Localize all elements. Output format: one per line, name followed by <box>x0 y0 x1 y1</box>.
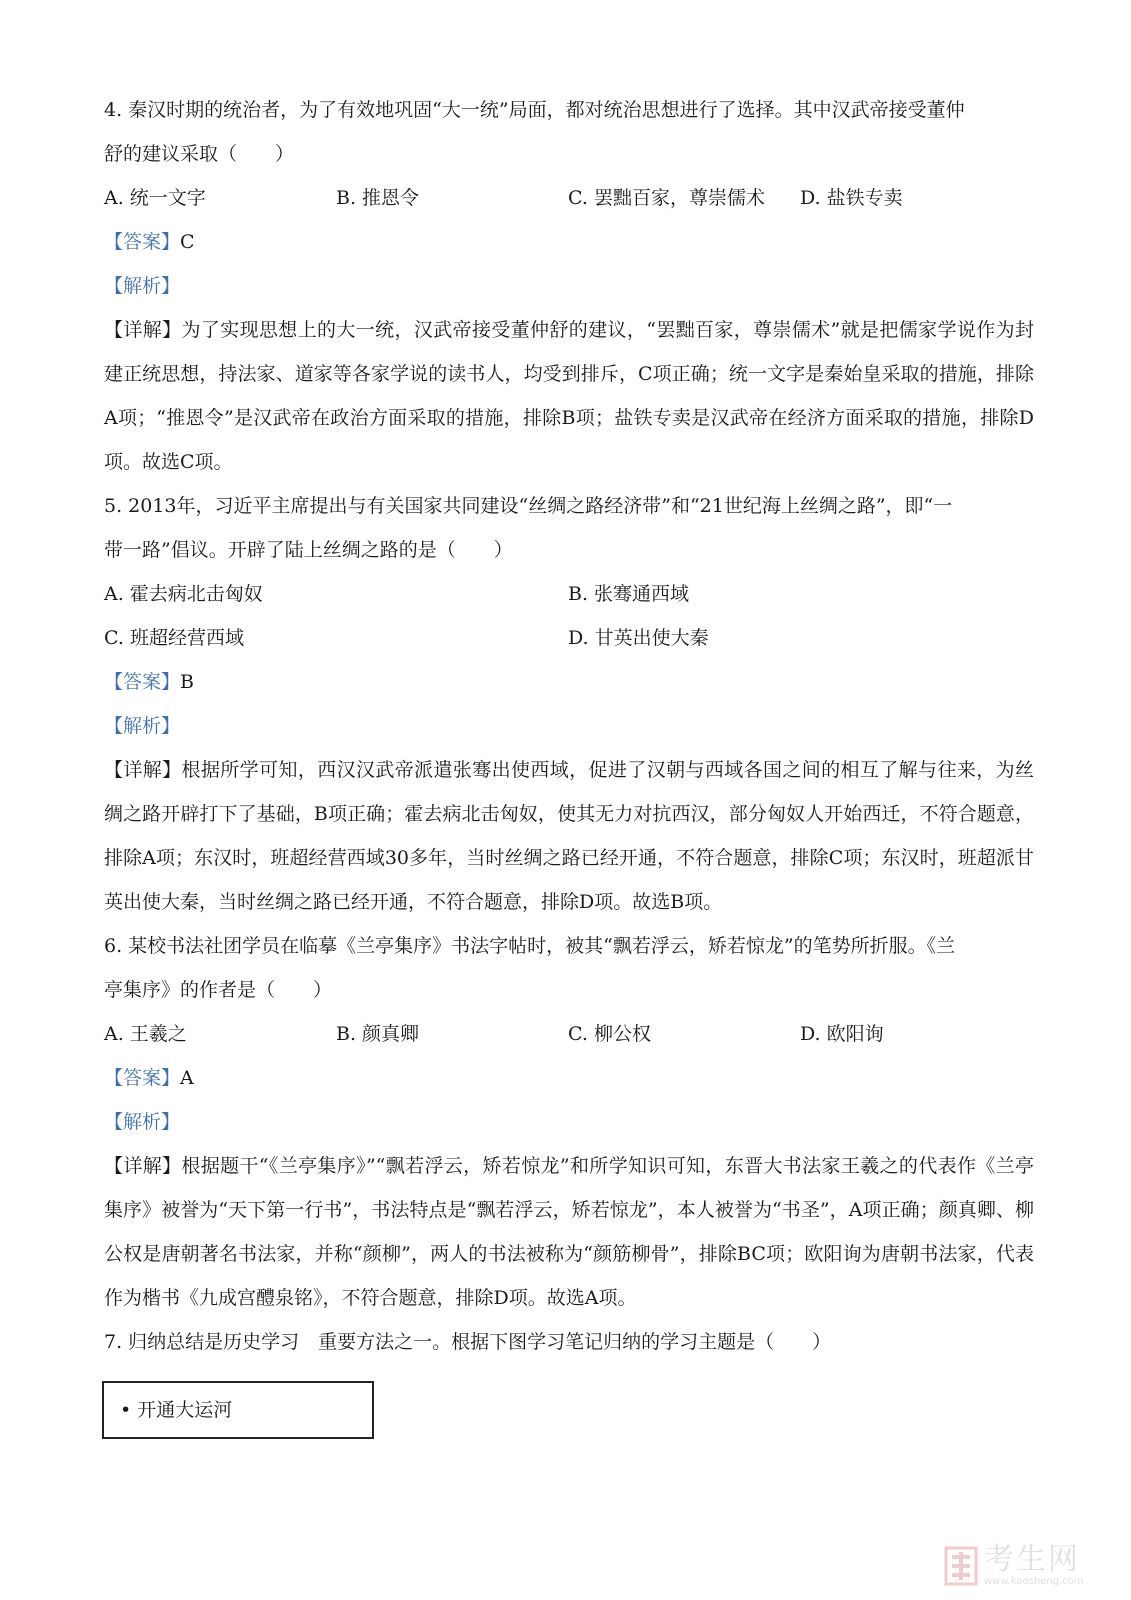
q5-option-a: A. 霍去病北击匈奴 <box>104 583 263 605</box>
watermark <box>944 1540 1122 1592</box>
q5-stem-line1: 5. 2013年，习近平主席提出与有关国家共同建设“丝绸之路经济带”和“21世纪海上丝绸之路”，即“一 <box>104 495 953 517</box>
q5-option-b: B. 张骞通西域 <box>568 583 690 605</box>
q4-option-a: A. 统一文字 <box>104 187 206 209</box>
q4-option-c: C. 罢黜百家，尊崇儒术 <box>568 187 765 209</box>
q6-stem-line1: 6. 某校书法社团学员在临摹《兰亭集序》书法字帖时，被其“飘若浮云，矫若惊龙”的笔势所折服。《兰 <box>104 935 956 957</box>
detail-tag: 【详解】 <box>104 759 182 781</box>
q4-options <box>104 176 1034 220</box>
q4-option-b: B. 推恩令 <box>336 187 420 209</box>
q4-detail-text: 为了实现思想上的大一统，汉武帝接受董仲舒的建议，“罢黜百家，尊崇儒术”就是把儒家学说作为封建正统思想，持法家、道家等各家学说的读书人，均受到排斥，C项正确；统一文字是秦始皇采取的措施，排除A项；“推恩令”是汉武帝在政治方面采取的措施，排除B项；盐铁专卖是汉武帝在经济方面采取的措施，排除D项。故选C项。 <box>104 319 1034 473</box>
note-item: • 开通大运河 <box>120 1399 233 1421</box>
q4-option-d: D. 盐铁专卖 <box>800 187 903 209</box>
kaosheng-logo-icon <box>944 1546 978 1586</box>
answer-tag: 【答案】 <box>104 1067 181 1089</box>
q5-answer-value: B <box>180 671 194 693</box>
q6-options <box>104 1012 1034 1056</box>
answer-tag: 【答案】 <box>104 231 181 253</box>
answer-tag: 【答案】 <box>104 671 181 693</box>
q5-option-d: D. 甘英出使大秦 <box>568 627 709 649</box>
q6-answer <box>104 1056 1034 1100</box>
q6-detail-text: 根据题干“《兰亭集序》”“飘若浮云，矫若惊龙”和所学知识可知，东晋大书法家王羲之的代表作《兰亭集序》被誉为“天下第一行书”，书法特点是“飘若浮云，矫若惊龙”，本人被誉为“书圣”，A项正确；颜真卿、柳公权是唐朝著名书法家，并称“颜柳”，两人的书法被称为“颜筋柳骨”，排除BC项；欧阳询为唐朝书法家，代表作为楷书《九成宫醴泉铭》，不符合题意，排除D项。故选A项。 <box>104 1155 1034 1309</box>
detail-tag: 【详解】 <box>104 319 182 341</box>
watermark-sub: www.kaosheng.com <box>984 1576 1084 1587</box>
study-note-box <box>102 1381 374 1439</box>
q5-detail <box>104 748 1034 924</box>
q5-options-row1 <box>104 572 1034 616</box>
q5-options-row2 <box>104 616 1034 660</box>
q4-analysis-tag: 【解析】 <box>104 275 181 297</box>
watermark-main: 考生网 <box>984 1542 1080 1577</box>
q6-detail <box>104 1144 1034 1320</box>
q7-stem: 7. 归纳总结是历史学习 重要方法之一。根据下图学习笔记归纳的学习主题是（ ） <box>104 1331 832 1353</box>
q6-option-c: C. 柳公权 <box>568 1023 651 1045</box>
q4-stem-line1: 4. 秦汉时期的统治者，为了有效地巩固“大一统”局面，都对统治思想进行了选择。其中汉武帝接受董仲 <box>104 99 965 121</box>
q4-detail <box>104 308 1034 484</box>
q5-answer <box>104 660 1034 704</box>
q6-answer-value: A <box>180 1067 194 1089</box>
q6-option-d: D. 欧阳询 <box>800 1023 884 1045</box>
q6-stem-line2: 亭集序》的作者是（ ） <box>104 979 333 1001</box>
q5-option-c: C. 班超经营西域 <box>104 627 244 649</box>
q4-stem-line2: 舒的建议采取（ ） <box>104 143 295 165</box>
q5-stem-line2: 带一路”倡议。开辟了陆上丝绸之路的是（ ） <box>104 539 513 561</box>
detail-tag: 【详解】 <box>104 1155 182 1177</box>
question-content <box>104 88 1034 1364</box>
q5-analysis-tag: 【解析】 <box>104 715 181 737</box>
q4-answer-value: C <box>180 231 195 253</box>
q6-analysis-tag: 【解析】 <box>104 1111 181 1133</box>
q4-answer <box>104 220 1034 264</box>
q6-option-b: B. 颜真卿 <box>336 1023 420 1045</box>
q6-option-a: A. 王羲之 <box>104 1023 187 1045</box>
q5-detail-text: 根据所学可知，西汉汉武帝派遣张骞出使西域，促进了汉朝与西域各国之间的相互了解与往来，为丝绸之路开辟打下了基础，B项正确；霍去病北击匈奴，使其无力对抗西汉，部分匈奴人开始西迁，不符合题意，排除A项；东汉时，班超经营西域30多年，当时丝绸之路已经开通，不符合题意，排除C项；东汉时，班超派甘英出使大秦，当时丝绸之路已经开通，不符合题意，排除D项。故选B项。 <box>104 759 1034 913</box>
